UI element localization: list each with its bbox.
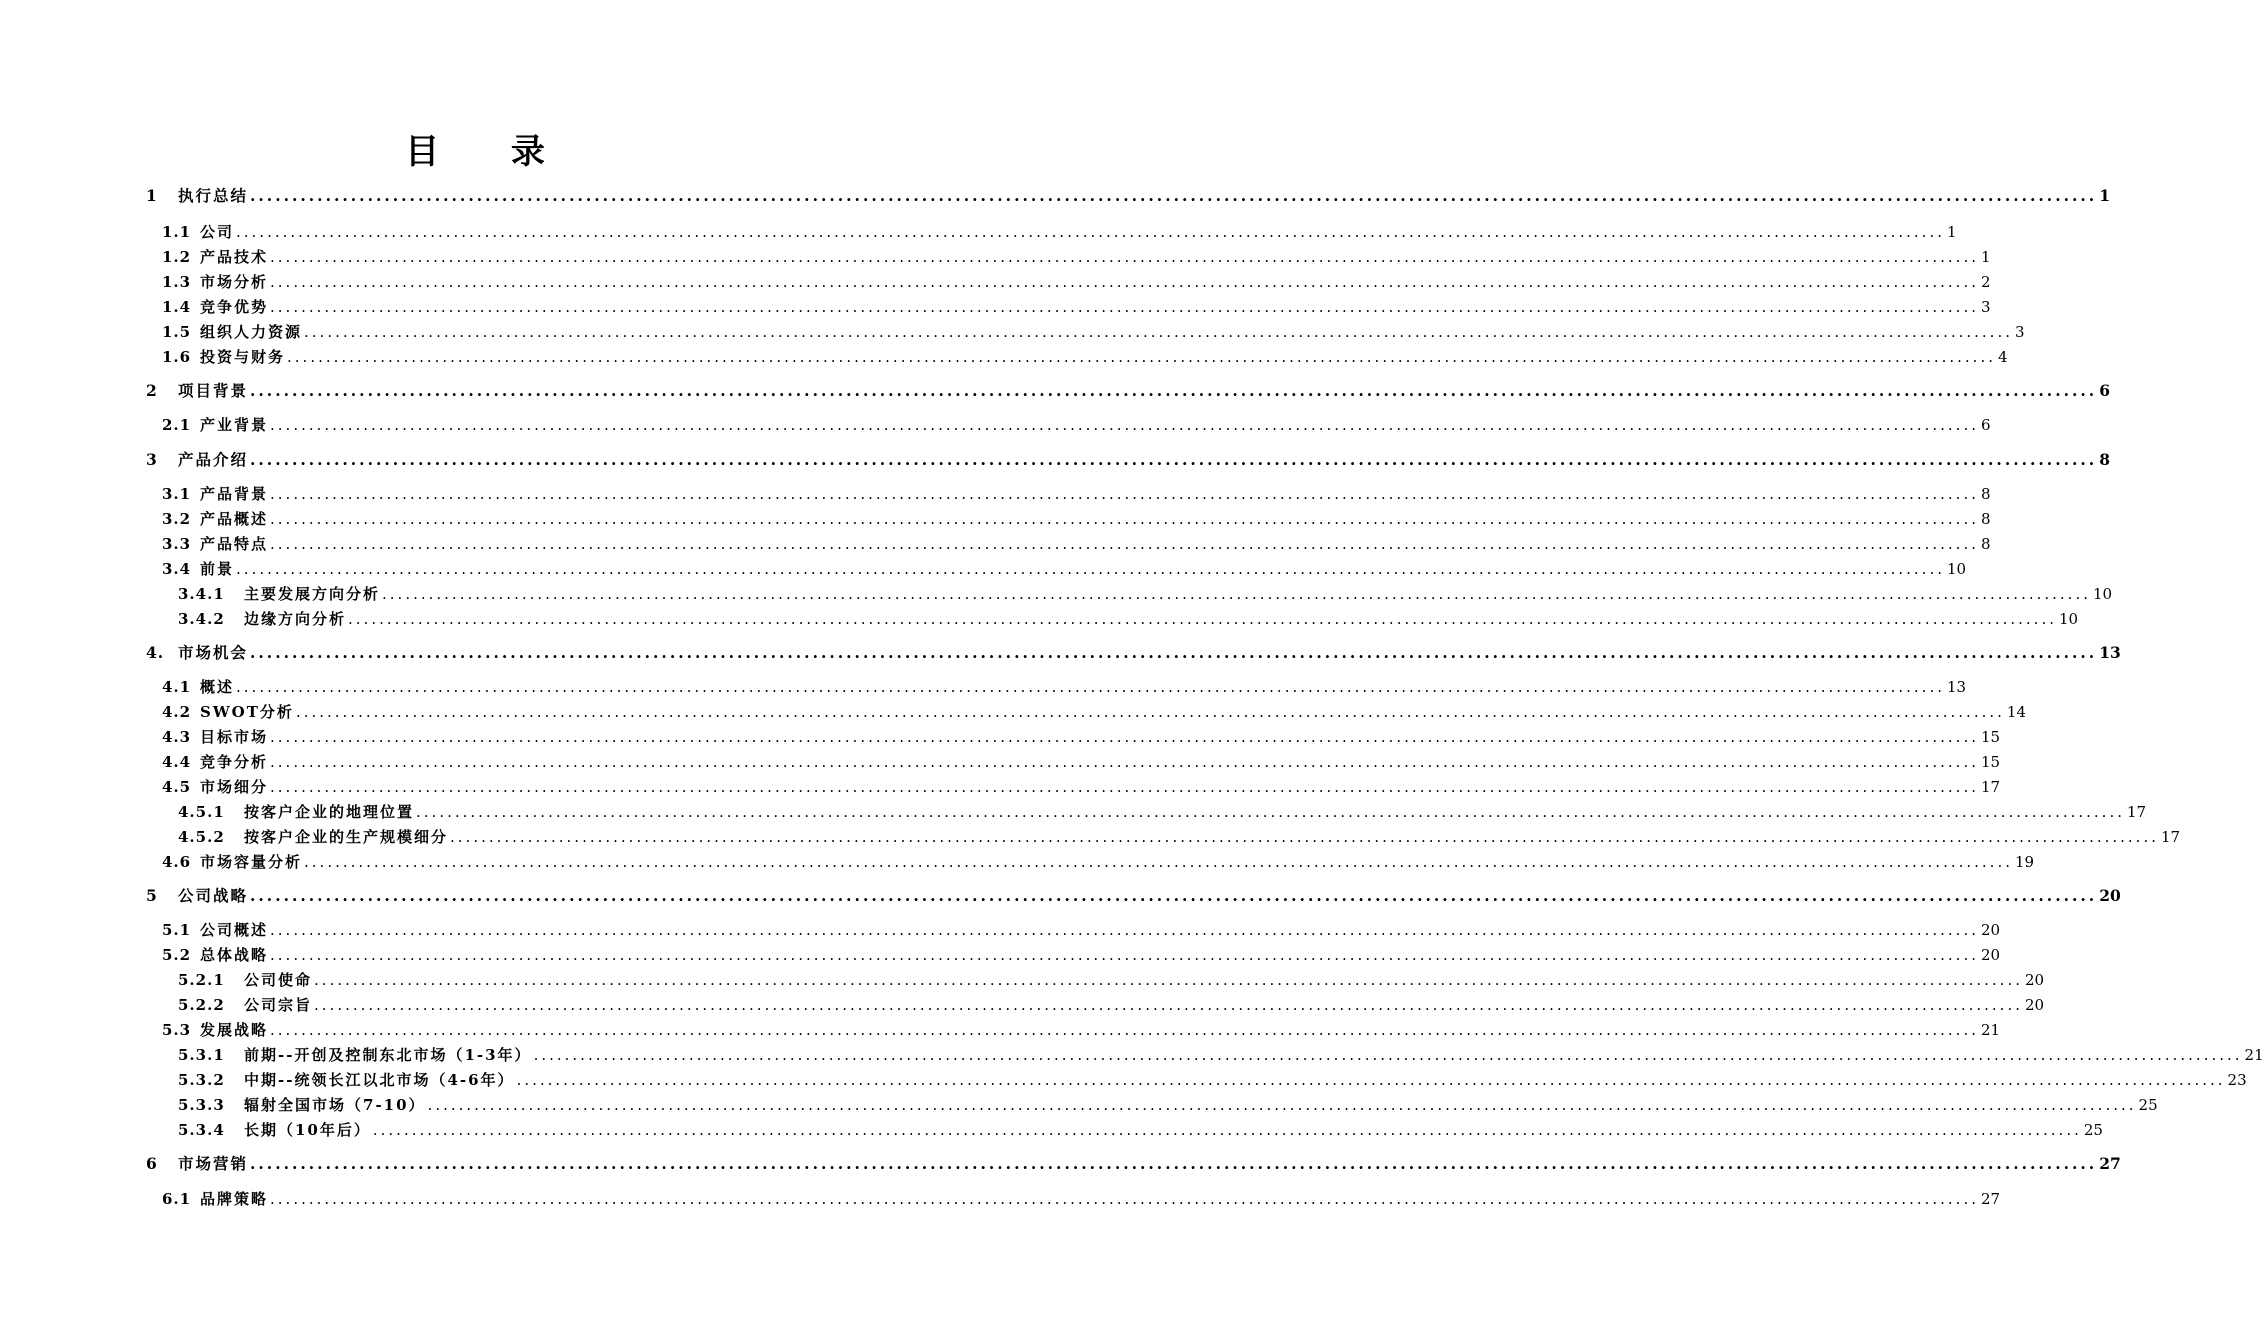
toc-leader-dots: ............................................................................................................................................................................................................................ (250, 186, 2098, 205)
toc-leader-dots: ............................................................................................................................................................................................................................ (250, 886, 2098, 905)
toc-entry-page-number: 3 (2015, 323, 2025, 341)
toc-leader-dots: ............................................................................................................................................................................................................................ (270, 485, 1979, 503)
toc-entry-number: 1.4 (162, 298, 192, 316)
toc-entry-number: 3.4 (162, 560, 192, 578)
toc-entry-number: 5.2.2 (178, 996, 225, 1014)
toc-entry-number: 3.3 (162, 535, 192, 553)
toc-leader-dots: ............................................................................................................................................................................................................................ (450, 828, 2159, 846)
toc-entry-number: 4.6 (162, 853, 192, 871)
toc-entry-page-number: 8 (2099, 450, 2110, 469)
toc-entry[interactable] (162, 483, 1991, 505)
toc-leader-dots: ............................................................................................................................................................................................................................ (533, 1046, 2243, 1064)
toc-leader-dots: ............................................................................................................................................................................................................................ (236, 223, 1945, 241)
toc-entry-label: 目标市场 (200, 728, 269, 746)
toc-leader-dots: ............................................................................................................................................................................................................................ (427, 1096, 2137, 1114)
toc-entry[interactable] (162, 558, 1967, 580)
toc-entry-label: 市场容量分析 (200, 853, 303, 871)
toc-entry-label: 执行总结 (178, 186, 249, 205)
toc-entry-page-number: 6 (1981, 416, 1991, 434)
toc-leader-dots: ............................................................................................................................................................................................................................ (382, 585, 2091, 603)
toc-entry-number: 5.1 (162, 921, 192, 939)
toc-entry-label: 市场分析 (200, 273, 269, 291)
toc-entry-page-number: 23 (2227, 1071, 2247, 1089)
toc-entry-page-number: 10 (1947, 560, 1967, 578)
toc-entry-number: 6.1 (162, 1190, 192, 1208)
toc-entry[interactable] (162, 533, 1991, 555)
toc-leader-dots: ............................................................................................................................................................................................................................ (250, 381, 2098, 400)
toc-leader-dots: ............................................................................................................................................................................................................................ (236, 560, 1945, 578)
toc-entry[interactable] (178, 583, 2113, 605)
toc-entry-page-number: 8 (1981, 510, 1991, 528)
toc-leader-dots: ............................................................................................................................................................................................................................ (270, 728, 1979, 746)
toc-entry-number: 1.2 (162, 248, 192, 266)
toc-entry-page-number: 8 (1981, 535, 1991, 553)
toc-entry-page-number: 2 (1981, 273, 1991, 291)
toc-entry-label: 市场营销 (178, 1154, 249, 1173)
toc-entry[interactable] (162, 1019, 2001, 1041)
toc-entry[interactable] (178, 608, 2079, 630)
toc-entry-label: 市场机会 (178, 643, 249, 662)
toc-entry[interactable] (162, 1188, 2001, 1210)
toc-leader-dots: ............................................................................................................................................................................................................................ (270, 1190, 1979, 1208)
toc-entry-label: 发展战略 (200, 1021, 269, 1039)
toc-entry[interactable] (162, 944, 2001, 966)
toc-entry-number: 2 (146, 381, 158, 400)
toc-entry-label: 市场细分 (200, 778, 269, 796)
toc-entry-page-number: 6 (2099, 381, 2110, 400)
toc-entry[interactable] (178, 994, 2045, 1016)
toc-entry[interactable] (162, 851, 2035, 873)
toc-entry-label: 产品背景 (200, 485, 269, 503)
toc-entry[interactable] (178, 1044, 2264, 1066)
toc-leader-dots: ............................................................................................................................................................................................................................ (304, 853, 2013, 871)
toc-entry-number: 4.2 (162, 703, 192, 721)
toc-entry[interactable] (162, 321, 2025, 343)
toc-entry[interactable] (178, 1069, 2247, 1091)
toc-entry-page-number: 3 (1981, 298, 1991, 316)
toc-entry-page-number: 1 (2099, 186, 2110, 205)
toc-entry[interactable] (146, 1153, 2121, 1175)
toc-leader-dots: ............................................................................................................................................................................................................................ (372, 1121, 2082, 1139)
toc-entry-label: 公司战略 (178, 886, 249, 905)
toc-entry[interactable] (162, 726, 2001, 748)
toc-entry-number: 5 (146, 886, 158, 905)
toc-entry[interactable] (146, 380, 2110, 402)
toc-entry-label: 产品特点 (200, 535, 269, 553)
toc-entry-page-number: 1 (1947, 223, 1957, 241)
toc-entry[interactable] (146, 185, 2110, 207)
toc-entry-page-number: 20 (2025, 996, 2045, 1014)
toc-leader-dots: ............................................................................................................................................................................................................................ (314, 971, 2023, 989)
toc-entry-number: 6 (146, 1154, 158, 1173)
toc-entry-page-number: 15 (1981, 753, 2001, 771)
toc-entry-page-number: 25 (2083, 1121, 2103, 1139)
toc-entry-label: 公司概述 (200, 921, 269, 939)
toc-leader-dots: ............................................................................................................................................................................................................................ (270, 946, 1979, 964)
toc-entry[interactable] (162, 414, 1991, 436)
toc-entry[interactable] (162, 508, 1991, 530)
toc-leader-dots: ............................................................................................................................................................................................................................ (516, 1071, 2226, 1089)
toc-leader-dots: ............................................................................................................................................................................................................................ (270, 298, 1979, 316)
toc-entry-page-number: 21 (2244, 1046, 2264, 1064)
toc-entry[interactable] (162, 346, 2008, 368)
toc-entry[interactable] (146, 885, 2121, 907)
toc-entry-number: 3.1 (162, 485, 192, 503)
toc-entry-label: 总体战略 (200, 946, 269, 964)
toc-leader-dots: ............................................................................................................................................................................................................................ (270, 921, 1979, 939)
toc-entry-page-number: 4 (1998, 348, 2008, 366)
toc-leader-dots: ............................................................................................................................................................................................................................ (250, 450, 2098, 469)
toc-entry-page-number: 20 (2099, 886, 2121, 905)
toc-entry-label: 组织人力资源 (200, 323, 303, 341)
toc-entry-label: 按客户企业的地理位置 (244, 803, 415, 821)
toc-entry-number: 5.2 (162, 946, 192, 964)
toc-entry-number: 5.3.4 (178, 1121, 225, 1139)
toc-leader-dots: ............................................................................................................................................................................................................................ (270, 510, 1979, 528)
toc-leader-dots: ............................................................................................................................................................................................................................ (314, 996, 2023, 1014)
toc-entry-page-number: 14 (2006, 703, 2026, 721)
toc-entry[interactable] (178, 826, 2181, 848)
toc-entry-page-number: 13 (2099, 643, 2121, 662)
toc-entry-page-number: 20 (2025, 971, 2045, 989)
toc-entry-page-number: 27 (1981, 1190, 2001, 1208)
toc-entry-number: 4.3 (162, 728, 192, 746)
toc-entry-number: 1.5 (162, 323, 192, 341)
toc-entry-number: 1.1 (162, 223, 192, 241)
toc-entry-label: 投资与财务 (200, 348, 286, 366)
toc-entry-page-number: 27 (2099, 1154, 2121, 1173)
toc-leader-dots: ............................................................................................................................................................................................................................ (270, 778, 1979, 796)
toc-entry[interactable] (162, 271, 1991, 293)
toc-entry-number: 4.5.2 (178, 828, 225, 846)
toc-entry-label: 前景 (200, 560, 235, 578)
toc-entry-number: 5.3 (162, 1021, 192, 1039)
toc-entry-page-number: 1 (1981, 248, 1991, 266)
toc-entry-number: 5.2.1 (178, 971, 225, 989)
toc-entry-label: 边缘方向分析 (244, 610, 347, 628)
toc-entry-label: 竞争优势 (200, 298, 269, 316)
toc-leader-dots: ............................................................................................................................................................................................................................ (270, 248, 1979, 266)
toc-entry-label: 项目背景 (178, 381, 249, 400)
toc-entry-label: 前期--开创及控制东北市场（1-3年） (244, 1046, 532, 1064)
toc-entry-page-number: 17 (1981, 778, 2001, 796)
toc-entry-label: 概述 (200, 678, 235, 696)
toc-entry-label: 产品介绍 (178, 450, 249, 469)
toc-entry-number: 5.3.2 (178, 1071, 225, 1089)
toc-entry[interactable] (162, 701, 2026, 723)
toc-entry[interactable] (162, 676, 1967, 698)
toc-leader-dots: ............................................................................................................................................................................................................................ (348, 610, 2057, 628)
toc-entry-number: 5.3.1 (178, 1046, 225, 1064)
toc-entry-page-number: 17 (2127, 803, 2147, 821)
toc-entry-number: 1.6 (162, 348, 192, 366)
toc-entry[interactable] (178, 801, 2147, 823)
toc-entry-label: 辐射全国市场（7-10） (244, 1096, 426, 1114)
toc-entry-label: 产业背景 (200, 416, 269, 434)
toc-entry-page-number: 10 (2059, 610, 2079, 628)
toc-entry[interactable] (162, 246, 1991, 268)
page-title: 目 录 (405, 132, 575, 172)
toc-entry-label: 品牌策略 (200, 1190, 269, 1208)
toc-leader-dots: ............................................................................................................................................................................................................................ (270, 1021, 1979, 1039)
toc-entry-page-number: 8 (1981, 485, 1991, 503)
toc-entry-number: 3 (146, 450, 158, 469)
toc-entry-number: 4.5 (162, 778, 192, 796)
toc-entry[interactable] (162, 221, 1957, 243)
toc-entry-label: 公司使命 (244, 971, 313, 989)
toc-entry-number: 4.1 (162, 678, 192, 696)
toc-entry-label: 按客户企业的生产规模细分 (244, 828, 449, 846)
toc-leader-dots: ............................................................................................................................................................................................................................ (287, 348, 1996, 366)
toc-entry-page-number: 19 (2015, 853, 2035, 871)
toc-entry-number: 4. (146, 643, 165, 662)
toc-leader-dots: ............................................................................................................................................................................................................................ (270, 753, 1979, 771)
toc-entry-number: 3.4.1 (178, 585, 225, 603)
toc-entry-page-number: 13 (1947, 678, 1967, 696)
toc-entry-page-number: 17 (2161, 828, 2181, 846)
toc-entry[interactable] (162, 296, 1991, 318)
toc-entry-label: 产品技术 (200, 248, 269, 266)
toc-entry-page-number: 10 (2093, 585, 2113, 603)
toc-entry-page-number: 20 (1981, 921, 2001, 939)
toc-leader-dots: ............................................................................................................................................................................................................................ (270, 273, 1979, 291)
toc-leader-dots: ............................................................................................................................................................................................................................ (250, 643, 2098, 662)
toc-entry-label: 公司宗旨 (244, 996, 313, 1014)
toc-entry-number: 1.3 (162, 273, 192, 291)
toc-entry-number: 2.1 (162, 416, 192, 434)
toc-entry[interactable] (162, 776, 2001, 798)
toc-entry-label: 长期（10年后） (244, 1121, 371, 1139)
toc-entry-page-number: 25 (2138, 1096, 2158, 1114)
toc-leader-dots: ............................................................................................................................................................................................................................ (295, 703, 2005, 721)
toc-entry[interactable] (146, 642, 2121, 664)
toc-entry-label: 中期--统领长江以北市场（4-6年） (244, 1071, 515, 1089)
toc-entry-label: 公司 (200, 223, 235, 241)
toc-entry-page-number: 21 (1981, 1021, 2001, 1039)
toc-entry-label: 竞争分析 (200, 753, 269, 771)
toc-entry-label: 主要发展方向分析 (244, 585, 381, 603)
toc-entry-label: SWOT分析 (200, 703, 294, 721)
toc-entry[interactable] (146, 449, 2110, 471)
toc-entry-number: 3.2 (162, 510, 192, 528)
toc-entry[interactable] (162, 751, 2001, 773)
toc-entry-page-number: 20 (1981, 946, 2001, 964)
toc-entry[interactable] (178, 1119, 2103, 1141)
toc-leader-dots: ............................................................................................................................................................................................................................ (270, 416, 1979, 434)
toc-entry-number: 4.4 (162, 753, 192, 771)
toc-leader-dots: ............................................................................................................................................................................................................................ (236, 678, 1945, 696)
toc-entry-number: 3.4.2 (178, 610, 225, 628)
toc-leader-dots: ............................................................................................................................................................................................................................ (304, 323, 2013, 341)
toc-entry-number: 1 (146, 186, 158, 205)
toc-entry-number: 4.5.1 (178, 803, 225, 821)
toc-entry-page-number: 15 (1981, 728, 2001, 746)
toc-leader-dots: ............................................................................................................................................................................................................................ (270, 535, 1979, 553)
toc-entry[interactable] (178, 969, 2045, 991)
toc-leader-dots: ............................................................................................................................................................................................................................ (416, 803, 2125, 821)
toc-entry[interactable] (162, 919, 2001, 941)
toc-leader-dots: ............................................................................................................................................................................................................................ (250, 1154, 2098, 1173)
toc-entry[interactable] (178, 1094, 2158, 1116)
toc-entry-number: 5.3.3 (178, 1096, 225, 1114)
toc-entry-label: 产品概述 (200, 510, 269, 528)
